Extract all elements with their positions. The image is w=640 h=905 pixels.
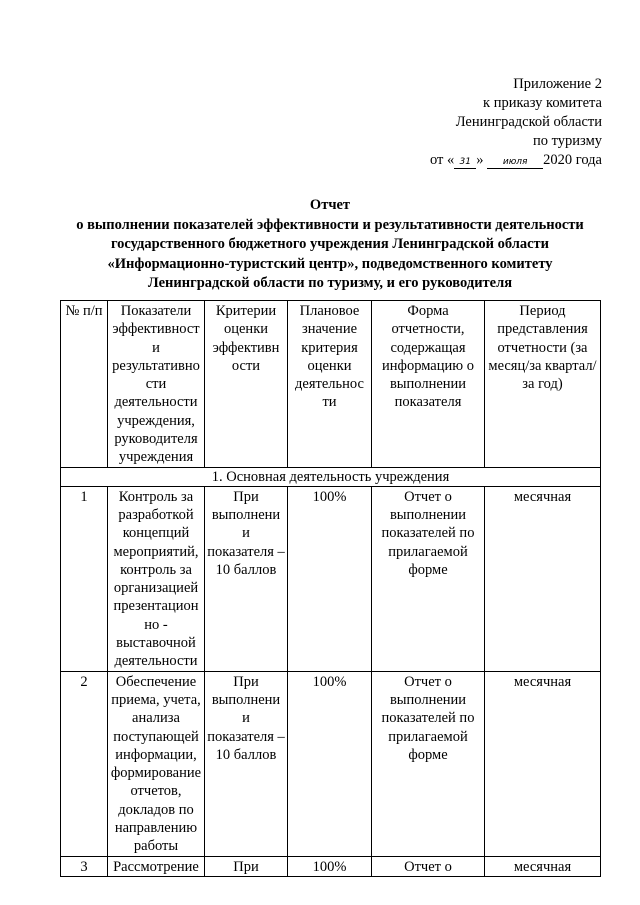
row-indicator: Рассмотрение <box>108 856 205 876</box>
table-header-row <box>61 301 601 468</box>
handwritten-day: 31 <box>454 156 476 169</box>
section-row <box>61 467 601 486</box>
header-form: Форма отчетности, содержащая информацию о выполнении показателя <box>372 301 485 468</box>
row-criteria: При <box>205 856 288 876</box>
appendix-line-4: по туризму <box>533 133 602 149</box>
row-form: Отчет о выполнении показателей по прилагаемой форме <box>372 486 485 671</box>
header-num: № п/п <box>61 301 108 468</box>
report-title <box>60 196 600 294</box>
title-line-3: государственного бюджетного учреждения Ленинградской области <box>110 236 550 252</box>
title-line-1: Отчет <box>309 197 351 213</box>
title-line-5: Ленинградской области по туризму, и его руководителя <box>147 275 513 291</box>
header-indicators: Показатели эффективност и результативно сти деятельности учреждения, руководителя учреждения <box>108 301 205 468</box>
report-table <box>60 300 601 877</box>
section-title: 1. Основная деятельность учреждения <box>61 467 601 486</box>
table-row <box>61 856 601 876</box>
date-prefix: от « <box>429 152 455 168</box>
appendix-date-line <box>430 151 602 170</box>
table-row <box>61 486 601 671</box>
header-criteria: Критерии оценки эффективн ости <box>205 301 288 468</box>
title-line-4: «Информационно-туристский центр», подведомственного комитету <box>107 255 553 272</box>
row-period: месячная <box>485 486 601 671</box>
row-num: 2 <box>61 671 108 856</box>
appendix-block <box>430 75 602 170</box>
row-indicator: Контроль за разработкой концепций мероприятий, контроль за организацией презентацион но - выставочной деятельности <box>108 486 205 671</box>
date-suffix: 2020 года <box>543 152 602 168</box>
row-planned: 100% <box>288 486 372 671</box>
row-form: Отчет о выполнении показателей по прилагаемой форме <box>372 671 485 856</box>
table-row <box>61 671 601 856</box>
appendix-line-1: Приложение 2 <box>513 76 602 92</box>
row-period: месячная <box>485 856 601 876</box>
row-criteria: При выполнени и показателя – 10 баллов <box>205 671 288 856</box>
header-planned: Плановое значение критерия оценки деятельнос ти <box>288 301 372 468</box>
appendix-line-3: Ленинградской области <box>455 114 602 130</box>
appendix-line-2: к приказу комитета <box>483 95 602 111</box>
title-line-2: о выполнении показателей эффективности и результативности деятельности <box>76 216 584 233</box>
row-criteria: При выполнени и показателя – 10 баллов <box>205 486 288 671</box>
handwritten-month: июля <box>487 156 543 169</box>
header-period: Период представления отчетности (за месяц/за квартал/ за год) <box>485 301 601 468</box>
row-num: 1 <box>61 486 108 671</box>
row-planned: 100% <box>288 671 372 856</box>
date-mid: » <box>476 152 484 168</box>
row-indicator: Обеспечение приема, учета, анализа поступающей информации, формирование отчетов, докладов по направлению работы <box>108 671 205 856</box>
row-num: 3 <box>61 856 108 876</box>
row-form: Отчет о <box>372 856 485 876</box>
row-planned: 100% <box>288 856 372 876</box>
row-period: месячная <box>485 671 601 856</box>
